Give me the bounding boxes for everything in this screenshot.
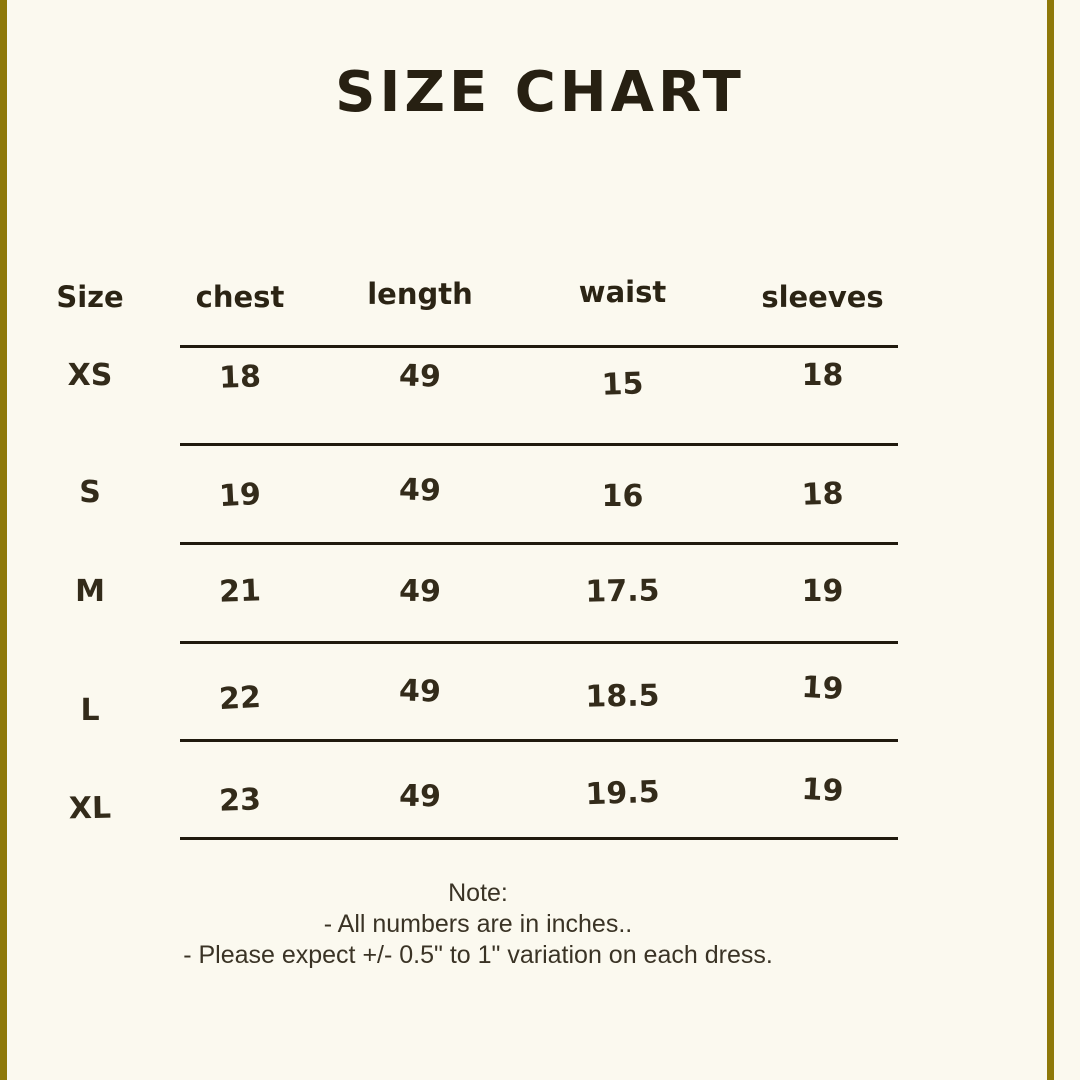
- chest-value: 21: [218, 573, 262, 610]
- chest-value: 18: [218, 358, 262, 396]
- right-border-line: [1047, 0, 1054, 1080]
- length-value: 49: [398, 357, 442, 395]
- chest-value: 23: [218, 781, 262, 819]
- chest-value: 22: [218, 679, 262, 717]
- size-label: L: [80, 692, 100, 728]
- note-line: - Please expect +/- 0.5" to 1" variation on each dress.: [183, 941, 773, 969]
- sleeves-value: 19: [800, 771, 845, 809]
- column-header-size: Size: [56, 280, 124, 314]
- size-label: XS: [67, 357, 113, 393]
- note-heading: Note:: [448, 879, 508, 907]
- waist-value: 17.5: [585, 573, 660, 610]
- note-section: [0, 878, 956, 971]
- table-row-l: [40, 641, 900, 739]
- column-header-length: length: [367, 277, 473, 311]
- sleeves-value: 18: [801, 357, 844, 393]
- size-label: S: [79, 475, 101, 510]
- length-value: 49: [398, 573, 442, 610]
- waist-value: 18.5: [585, 677, 660, 715]
- page-title: SIZE CHART: [335, 60, 745, 125]
- sleeves-value: 19: [800, 669, 845, 707]
- table-row-xs: [40, 345, 900, 443]
- table-header-row: [40, 262, 900, 332]
- table-divider: [180, 837, 898, 840]
- table-row-m: [40, 542, 900, 641]
- waist-value: 19.5: [584, 774, 661, 812]
- size-label: XL: [68, 790, 112, 826]
- sleeves-value: 18: [801, 476, 844, 513]
- waist-value: 16: [601, 479, 644, 514]
- waist-value: 15: [601, 365, 644, 403]
- table-row-xl: [40, 739, 900, 837]
- length-value: 49: [398, 472, 442, 509]
- column-header-chest: chest: [195, 280, 285, 314]
- length-value: 49: [398, 672, 442, 710]
- size-label: M: [75, 574, 105, 609]
- sleeves-value: 19: [801, 574, 844, 609]
- note-line: - All numbers are in inches..: [323, 910, 633, 938]
- column-header-sleeves: sleeves: [761, 280, 884, 314]
- length-value: 49: [398, 778, 442, 814]
- chest-value: 19: [218, 476, 262, 515]
- table-row-s: [40, 443, 900, 542]
- column-header-waist: waist: [578, 275, 667, 309]
